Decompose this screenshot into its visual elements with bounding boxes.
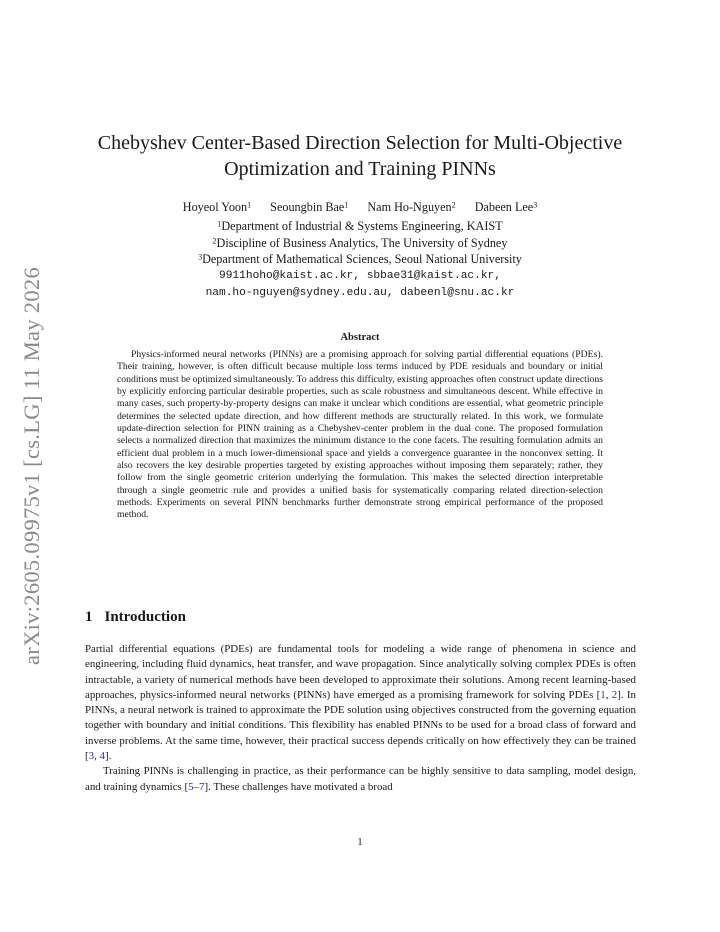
paragraph-text: Training PINNs is challenging in practice, as their performance can be highly sensitive to data sampling, model design, and training dynamics [ [85,765,636,793]
paper-title-line-2: Optimization and Training PINNs [224,158,496,180]
affiliation [60,218,660,235]
affiliation-list [60,218,660,268]
affiliation-mark: 2 [212,235,217,245]
citation-separator: , [605,688,612,701]
author [183,200,251,214]
citation-link[interactable]: 4 [99,750,105,763]
affiliation [60,235,660,252]
affiliation-text: Department of Industrial & Systems Engineering, KAIST [221,219,503,233]
paragraph [85,642,636,764]
section-number: 1 [85,609,93,625]
introduction-body [85,642,636,795]
citation-link[interactable]: 3 [88,750,95,763]
paragraph-text: Partial differential equations (PDEs) are fundamental tools for modeling a wide range of phenomena in science and engineering, including fluid dynamics, heat transfer, and wave propagation. Since analytically solving complex PDEs is often intractable, a variety of numerical methods have been developed to approximate their solutions. Among recent learning-based approaches, physics-informed neural networks (PINNs) have emerged as a promising framework for solving PDEs [ [85,643,636,701]
author-name: Seoungbin Bae [270,200,345,214]
author-affiliation-mark: 3 [533,200,538,210]
email-line-1: 9911hoho@kaist.ac.kr, sbbae31@kaist.ac.kr, [219,270,501,282]
paper-title [60,130,660,182]
affiliation-text: Discipline of Business Analytics, The University of Sydney [216,235,508,250]
paragraph-text: ]. [105,750,112,763]
section-heading-introduction [85,609,186,626]
paragraph-text: ]. These challenges have motivated a broad [204,780,393,793]
citation-link[interactable]: 1 [600,688,606,701]
affiliation-mark: 3 [198,252,203,262]
author-affiliation-mark: 1 [247,200,252,210]
arxiv-identifier-text: arXiv:2605.09975v1 [cs.LG] 11 May 2026 [19,266,45,666]
paragraph-text: ]. In PINNs, a neural network is trained to approximate the PDE solution using objectives constructed from the governing equation together with boundary and initial conditions. This flexibility has enabled PINNs to be used for a broad class of forward and inverse problems. At the same time, however, their practical success depends critically on how effectively they can be trained [ [85,688,636,763]
author [475,200,538,214]
affiliation [60,251,660,268]
citation-link[interactable]: 5–7 [188,780,205,793]
author [367,200,455,214]
arxiv-identifier-stamp [12,256,52,676]
abstract-body: Physics-informed neural networks (PINNs) are a promising approach for solving partial differential equations (PDEs). Their training, however, is often difficult because multiple loss terms induced by PDE residuals and boundary or initial conditions must be optimized simultaneously. To address this difficulty, existing approaches often construct update directions by explicitly enforcing particular desirable properties, such as scale robustness and simultaneous descent. While effective in many cases, such property-by-property designs can make it unclear which conditions are essential, what geometric principle determines the selected update direction, and how different methods are structurally related. In this work, we formulate update-direction selection for PINN training as a Chebyshev-center problem in the dual cone. The proposed formulation selects a normalized direction that maximizes the minimum distance to the cone facets. The resulting formulation admits an efficient dual problem in a much lower-dimensional space and yields a convergence guarantee in the nonconvex setting. It also recovers the key desirable properties targeted by existing approaches without imposing them separately; rather, they follow from the single geometric criterion underlying the formulation. This makes the selected direction interpretable through a single geometric rule and provides a unified basis for systematically comparing related direction-selection methods. Experiments on several PINN benchmarks further demonstrate strong empirical performance of the proposed method. [117,349,603,521]
author-affiliation-mark: 1 [344,200,349,210]
paragraph [85,764,636,795]
section-title: Introduction [104,609,186,625]
author-name: Nam Ho-Nguyen [367,200,452,214]
page-number: 1 [357,836,363,848]
author-affiliation-mark: 2 [451,200,456,210]
author-name: Dabeen Lee [474,200,534,214]
author [270,200,348,214]
affiliation-mark: 1 [217,219,222,229]
abstract-heading: Abstract [340,332,380,343]
email-line-2: nam.ho-nguyen@sydney.edu.au, dabeenl@snu.ac.kr [205,287,515,299]
author-name: Hoyeol Yoon [182,200,248,214]
author-list [60,199,660,215]
paper-title-line-1: Chebyshev Center-Based Direction Selection for Multi-Objective [97,132,623,154]
citation-link[interactable]: 2 [611,688,618,701]
citation-separator: , [94,750,100,763]
affiliation-text: Department of Mathematical Sciences, Seoul National University [202,252,522,266]
author-emails [60,268,660,302]
